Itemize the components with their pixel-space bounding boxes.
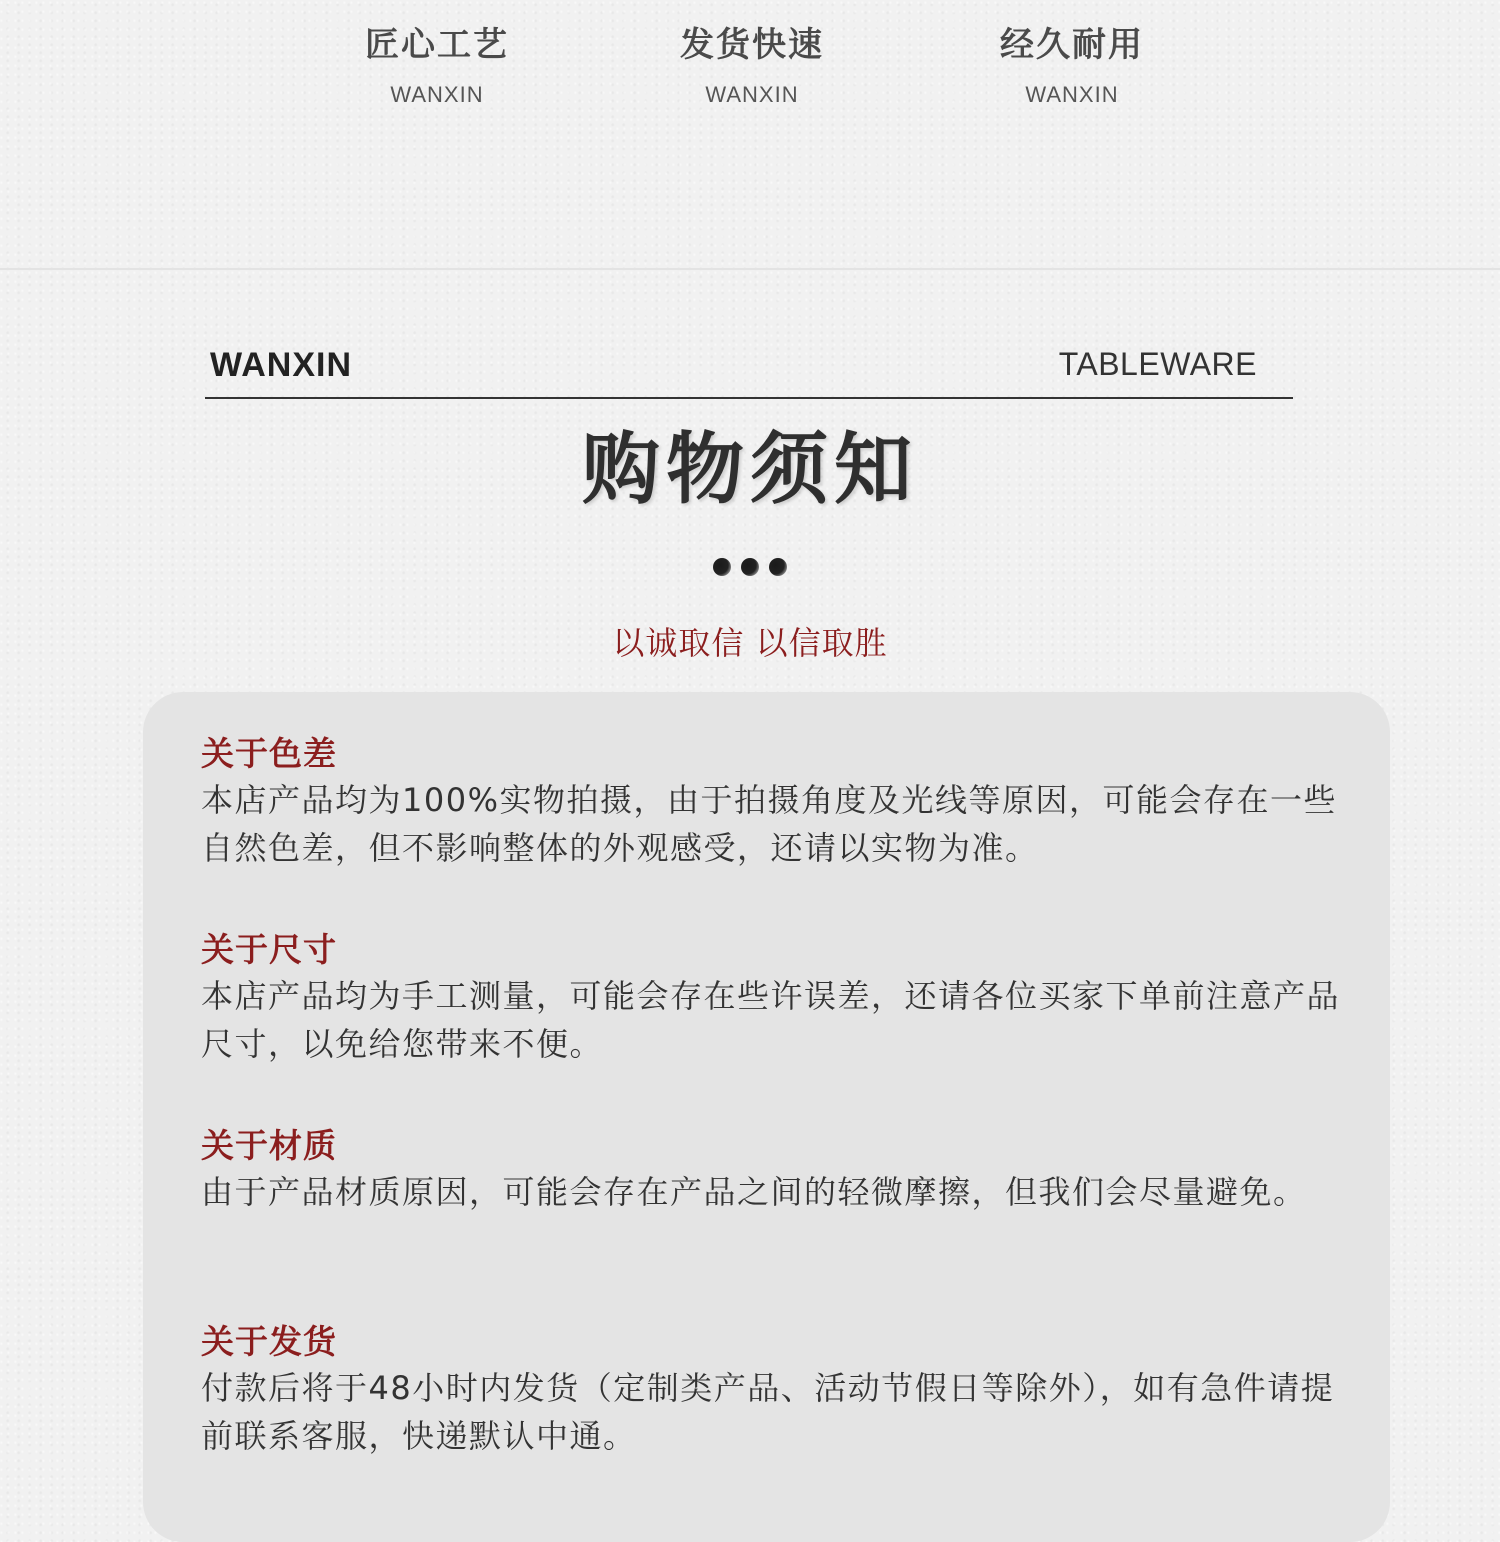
notice-body: 付款后将于48小时内发货（定制类产品、活动节假日等除外），如有急件请提前联系客服，快递默认中通。 [201,1369,1335,1455]
dot-icon [713,558,731,576]
feature-strip [0,0,1500,270]
decorative-dots [0,558,1500,576]
feature-craftsmanship [307,22,567,108]
notice-card [143,692,1390,1542]
notice-body: 本店产品均为手工测量，可能会存在些许误差，还请各位买家下单前注意产品尺寸，以免给您带来不便。 [201,977,1341,1063]
feature-durable [942,22,1202,108]
notice-heading: 关于材质 [201,1126,337,1165]
brand-underline [205,397,1293,399]
notice-heading: 关于发货 [201,1322,337,1361]
feature-subtitle: WANXIN [1025,82,1119,107]
brand-name: WANXIN [210,346,352,384]
feature-title: 发货快速 [680,25,824,65]
notice-heading: 关于色差 [201,734,337,773]
notice-shipping [201,1320,1341,1460]
feature-subtitle: WANXIN [705,82,799,107]
dot-icon [769,558,787,576]
notice-body: 由于产品材质原因，可能会存在产品之间的轻微摩擦，但我们会尽量避免。 [201,1173,1307,1211]
notice-material [201,1124,1341,1216]
section-divider [0,268,1500,270]
feature-title: 经久耐用 [1000,25,1144,65]
notice-color-difference [201,732,1341,872]
notice-heading: 关于尺寸 [201,930,337,969]
feature-title: 匠心工艺 [365,25,509,65]
dot-icon [741,558,759,576]
feature-fast-shipping [622,22,882,108]
notice-body: 本店产品均为100%实物拍摄，由于拍摄角度及光线等原因，可能会存在一些自然色差，但不影响整体的外观感受，还请以实物为准。 [201,781,1337,867]
brand-category: TABLEWARE [1058,346,1257,382]
feature-subtitle: WANXIN [390,82,484,107]
page-title: 购物须知 [581,425,918,515]
notice-size [201,928,1341,1068]
slogan: 以诚取信 以信取胜 [612,624,888,662]
